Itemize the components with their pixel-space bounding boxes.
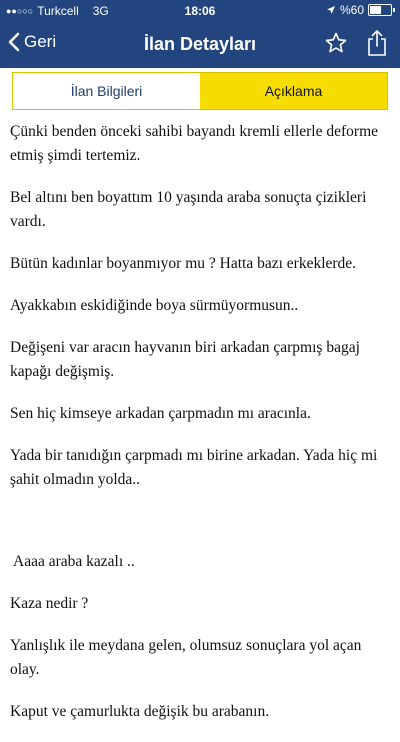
back-label: Geri [24, 32, 57, 51]
network-label: 3G [92, 4, 109, 18]
favorite-button[interactable] [324, 31, 348, 60]
battery-fill [370, 6, 381, 14]
description-paragraph: Bel altını ben boyattım 10 yaşında araba sonuçta çizikleri vardı. [10, 189, 367, 230]
description-paragraph: Çünki benden önceki sahibi bayandı kremli ellerle deforme etmiş şimdi tertemiz. [10, 123, 379, 164]
description-paragraph: Ayakkabın eskidiğinde boya sürmüyormusun.. [10, 297, 299, 314]
description-paragraph: Sen hiç kimseye arkadan çarpmadın mı aracınla. [10, 405, 311, 422]
share-button[interactable] [366, 29, 388, 62]
status-right [326, 3, 392, 17]
description-paragraph: Kaza nedir ? [10, 595, 89, 612]
description-paragraph: Yanlışlık ile meydana gelen, olumsuz sonuçlara yol açan olay. [10, 637, 362, 678]
carrier-label: Turkcell [37, 4, 79, 18]
status-bar [0, 0, 400, 22]
navigation-bar [0, 22, 400, 68]
paragraph-spacer [10, 510, 392, 550]
description-paragraph: Yada bir tanıdığın çarpmadı mı birine arkadan. Yada hiç mi şahit olmadın yolda.. [10, 447, 378, 488]
battery-percent: %60 [339, 3, 364, 17]
description-content [10, 120, 392, 742]
battery-icon [368, 4, 392, 16]
description-paragraph: Kaput ve çamurlukta değişik bu arabanın. [10, 703, 270, 720]
status-time: 18:06 [184, 4, 216, 18]
description-paragraph: Bütün kadınlar boyanmıyor mu ? Hatta bazı erkeklerde. [10, 255, 357, 272]
tab-aciklama[interactable]: Açıklama [200, 73, 387, 109]
star-outline-icon [324, 31, 348, 55]
tab-bar [12, 72, 388, 110]
description-paragraph: Aaaa araba kazalı .. [10, 553, 135, 570]
page-title: İlan Detayları [143, 34, 257, 54]
location-arrow-icon [326, 5, 336, 15]
tab-ilan-bilgileri[interactable]: İlan Bilgileri [70, 83, 143, 99]
signal-strength-icon: ●●○○○ [6, 6, 34, 16]
description-paragraph: Değişeni var aracın hayvanın biri arkadan çarpmış bagaj kapağı değişmiş. [10, 339, 360, 380]
share-icon [366, 29, 388, 57]
